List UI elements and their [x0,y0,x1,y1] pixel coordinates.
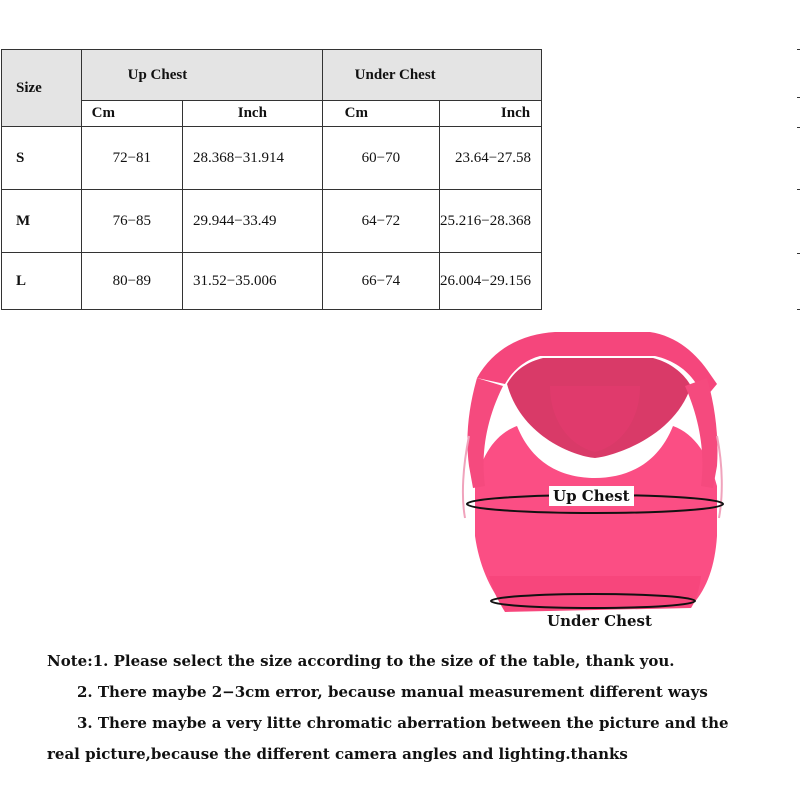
up-chest-cm-cell: 72−81 [81,127,182,190]
under-chest-cm-cell: 60−70 [322,127,439,190]
size-cell: M [2,190,82,253]
up-chest-inch-header: Inch [183,101,323,127]
under-chest-inch-cell: 23.64−27.58 [440,127,542,190]
under-chest-cm-header: Cm [322,101,439,127]
under-chest-inch-cell: 26.004−29.156 [440,253,542,310]
up-chest-cm-header: Cm [81,101,182,127]
table-unit-header-row [2,101,542,127]
table-row [2,253,542,310]
sports-bra-illustration [455,326,730,626]
up-chest-inch-cell: 31.52−35.006 [183,253,323,310]
size-cell: S [2,127,82,190]
under-chest-group-header: Under Chest [322,50,541,101]
up-chest-inch-cell: 28.368−31.914 [183,127,323,190]
up-chest-group-header: Up Chest [81,50,322,101]
up-chest-label: Up Chest [549,486,634,506]
up-chest-cm-cell: 76−85 [81,190,182,253]
size-chart-table [1,49,542,310]
size-column-header: Size [2,50,82,127]
size-cell: L [2,253,82,310]
under-chest-inch-cell: 25.216−28.368 [440,190,542,253]
note-line-1: Note:1. Please select the size according to the size of the table, thank you. [47,652,675,670]
note-line-3: 3. There maybe a very litte chromatic aberration between the picture and the [77,714,729,732]
under-chest-inch-header: Inch [440,101,542,127]
notes-section [47,646,787,770]
table-row [2,127,542,190]
under-chest-label: Under Chest [547,612,652,630]
note-line-2: 2. There maybe 2−3cm error, because manual measurement different ways [77,683,708,701]
table-group-header-row [2,50,542,101]
note-line-4: real picture,because the different camera angles and lighting.thanks [47,745,628,763]
under-chest-cm-cell: 66−74 [322,253,439,310]
table-row [2,190,542,253]
up-chest-inch-cell: 29.944−33.49 [183,190,323,253]
under-chest-cm-cell: 64−72 [322,190,439,253]
up-chest-cm-cell: 80−89 [81,253,182,310]
